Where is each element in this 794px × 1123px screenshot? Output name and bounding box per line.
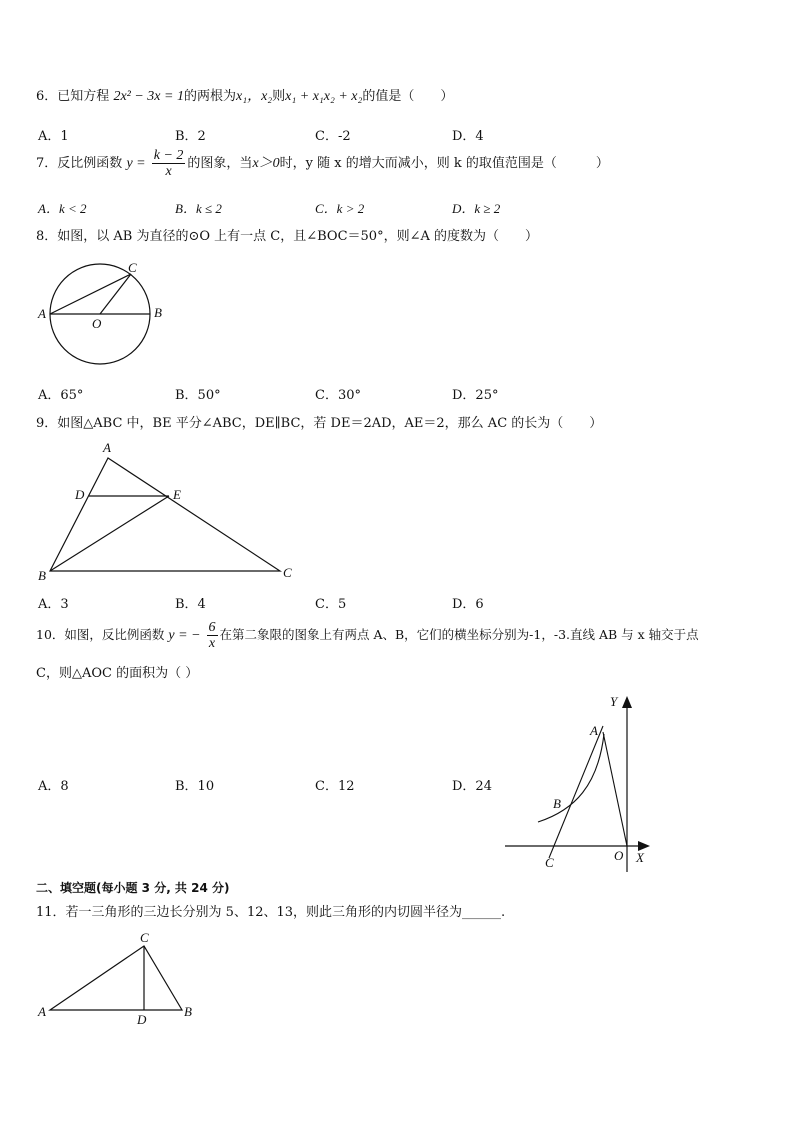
question-text: 的两根为 [183, 89, 236, 104]
question-number: 6． [36, 89, 58, 104]
circle-diagram [34, 256, 174, 376]
triangle-abc [50, 946, 182, 1010]
label-y: Y [610, 694, 618, 709]
question-text: 如图△ABC 中，BE 平分∠ABC，DE∥BC，若 DE＝2AD，AE＝2，那么 AC 的长为（ ） [57, 416, 603, 431]
label-b: B [184, 1004, 192, 1019]
question-text: 如图，反比例函数 [64, 627, 165, 642]
radius-oc [100, 274, 131, 314]
condition: x＞0 [252, 156, 280, 171]
question-text: 反比例函数 [57, 156, 123, 171]
fraction [207, 620, 218, 651]
question-text: 若一三角形的三边长分别为 5、12、13，则此三角形的内切圆半径为______. [65, 905, 506, 920]
option-c[interactable]: C．5 [315, 597, 347, 612]
question-text: 的值是（ ） [362, 89, 454, 104]
option-a[interactable]: A．65° [38, 388, 84, 403]
option-c[interactable]: C．-2 [315, 129, 351, 144]
segment-ao [603, 732, 627, 846]
label-c: C [545, 855, 554, 870]
fraction-numerator: 6 [208, 620, 216, 635]
option-d[interactable]: D．k ≥ 2 [452, 201, 501, 216]
fraction-denominator: x [208, 636, 216, 651]
label-c: C [140, 930, 149, 945]
label-b: B [553, 796, 561, 811]
segment-be [50, 496, 169, 571]
label-a: A [38, 306, 46, 321]
question-6 [36, 88, 453, 106]
question-number: 10． [36, 627, 65, 642]
question-text: 的图象，当 [187, 156, 253, 171]
label-c: C [128, 260, 137, 275]
section-title: 二、填空题(每小题 3 分, 共 24 分) [36, 881, 230, 895]
option-d[interactable]: D．24 [452, 779, 492, 794]
y-axis-arrow-icon [622, 696, 632, 708]
question-7 [36, 148, 609, 179]
question-number: 8． [36, 229, 58, 244]
option-d[interactable]: D．25° [452, 388, 499, 403]
label-b: B [154, 305, 162, 320]
question-9 [36, 415, 602, 433]
option-b[interactable]: B．k ≤ 2 [175, 201, 222, 216]
label-o: O [614, 848, 624, 863]
question-10-continued: C，则△AOC 的面积为（ ） [36, 666, 199, 681]
label-b: B [38, 568, 46, 583]
expression: x₁ + x₁x₂ + x₂ [285, 89, 363, 104]
label-a: A [38, 1004, 46, 1019]
question-11 [36, 904, 505, 922]
triangle-abc [50, 458, 280, 571]
function-lhs: y = − [168, 628, 201, 643]
fraction-denominator: x [165, 164, 172, 179]
triangle-diagram [34, 438, 304, 588]
label-o: O [92, 316, 102, 331]
label-e: E [173, 487, 181, 502]
fraction [152, 148, 186, 179]
option-a[interactable]: A．k < 2 [38, 201, 87, 216]
question-8 [36, 228, 538, 246]
option-b[interactable]: B．4 [175, 597, 206, 612]
question-text: 在第二象限的图象上有两点 A、B，它们的横坐标分别为-1，-3.直线 AB 与 x 轴交于点 [219, 627, 699, 642]
question-text: 则 [272, 89, 286, 104]
option-c[interactable]: C．12 [315, 779, 355, 794]
line-ab [549, 726, 603, 858]
coordinate-diagram [500, 690, 660, 875]
option-b[interactable]: B．50° [175, 388, 221, 403]
label-a: A [103, 440, 111, 455]
option-c[interactable]: C．30° [315, 388, 361, 403]
question-number: 9． [36, 416, 58, 431]
question-text: 已知方程 [57, 89, 110, 104]
option-a[interactable]: A．1 [38, 129, 69, 144]
label-a: A [590, 723, 598, 738]
question-text: 时，y 随 x 的增大而减小，则 k 的取值范围是（ ） [279, 156, 609, 171]
option-c[interactable]: C．k > 2 [315, 201, 365, 216]
label-x: X [636, 850, 644, 865]
question-10 [36, 620, 699, 651]
option-d[interactable]: D．4 [452, 129, 484, 144]
option-b[interactable]: B．2 [175, 129, 206, 144]
function-lhs: y = [126, 156, 146, 171]
equation: 2x² − 3x = 1 [113, 89, 184, 104]
option-a[interactable]: A．3 [38, 597, 69, 612]
option-a[interactable]: A．8 [38, 779, 69, 794]
label-c: C [283, 565, 292, 580]
label-d: D [75, 487, 85, 502]
right-triangle-diagram [34, 928, 204, 1028]
option-d[interactable]: D．6 [452, 597, 484, 612]
label-d: D [137, 1012, 147, 1027]
chord-ac [50, 274, 131, 314]
question-number: 7． [36, 156, 58, 171]
question-text: 如图，以 AB 为直径的⊙O 上有一点 C，且∠BOC＝50°，则∠A 的度数为（ ） [57, 229, 538, 244]
fraction-numerator: k − 2 [153, 148, 184, 163]
question-number: 11． [36, 905, 66, 920]
option-b[interactable]: B．10 [175, 779, 215, 794]
roots: x₁，x₂ [235, 89, 273, 104]
